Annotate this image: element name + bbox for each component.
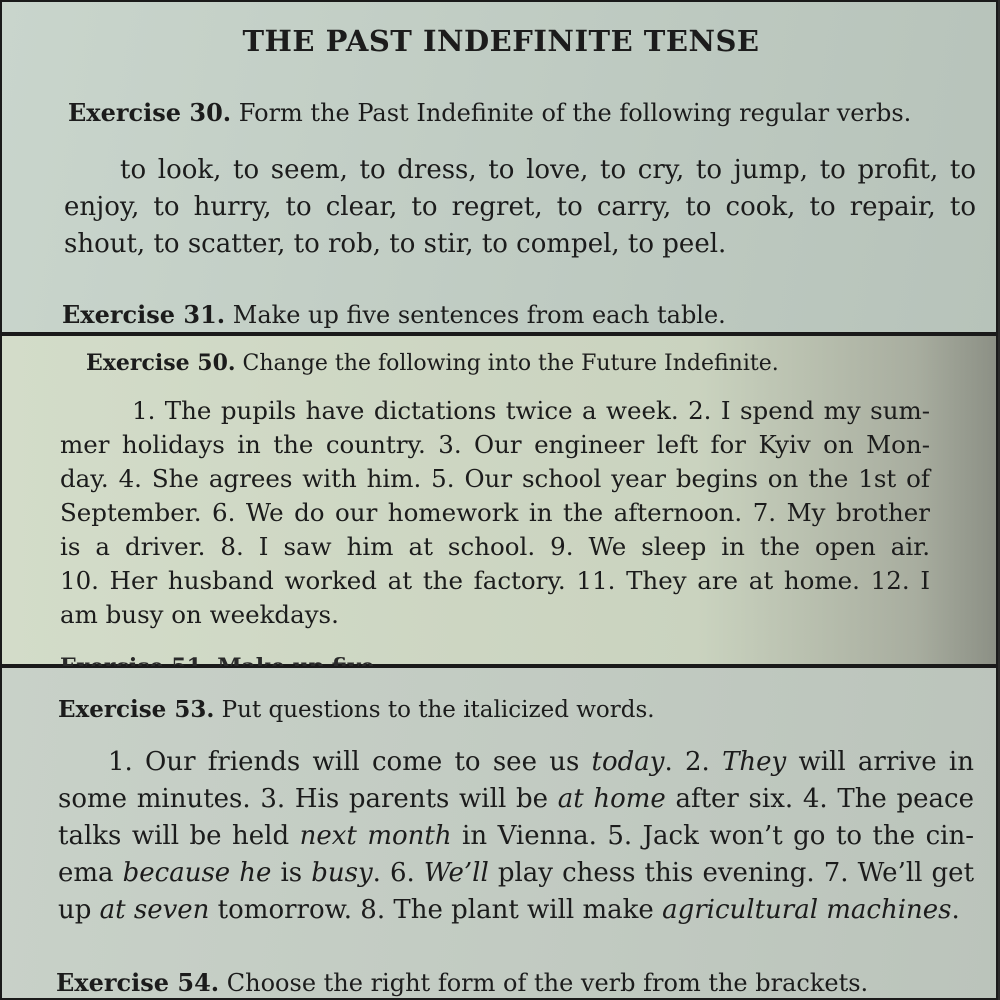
italic-word: today [591, 747, 665, 777]
text-run: tomorrow. 8. The plant will make [209, 895, 663, 925]
text-run: in Vienna. 5. Jack won’t go to the cin- [451, 821, 974, 851]
text-line: 1. The pupils have dictations twice a week. 2. I spend my sum- [132, 396, 930, 425]
exercise-53-label: Exercise 53. [58, 696, 215, 723]
text-run: will arrive in [786, 747, 974, 777]
text-run: . [951, 895, 960, 925]
text-run: ema [58, 858, 123, 888]
exercise-31-label: Exercise 31. [62, 300, 226, 329]
exercise-50-sentences [60, 394, 930, 632]
exercise-50-instruction: Change the following into the Future Indefinite. [242, 351, 779, 376]
italic-word: agricultural machines [662, 895, 952, 925]
text-run: 1. Our friends will come to see us [108, 747, 592, 777]
text-run: . 6. [372, 858, 424, 888]
exercise-54-label: Exercise 54. [56, 968, 220, 997]
italic-word: busy [311, 858, 373, 888]
exercise-30-instruction: Form the Past Indefinite of the following regular verbs. [238, 99, 912, 127]
text-line [58, 818, 974, 855]
page-title: THE PAST INDEFINITE TENSE [242, 24, 760, 58]
textbook-photo-1 [0, 0, 998, 334]
text-run: up [58, 895, 100, 925]
text-line: is a driver. 8. I saw him at school. 9. We sleep in the open air. [60, 532, 930, 561]
textbook-photo-2 [0, 334, 998, 666]
exercise-50-label: Exercise 50. [86, 350, 236, 376]
text-run: some minutes. 3. His parents will be [58, 784, 558, 814]
italic-word: at seven [99, 895, 210, 925]
text-run: play chess this evening. 7. We’ll get [488, 858, 975, 888]
exercise-31-heading [62, 300, 726, 329]
exercise-53-heading [58, 696, 655, 723]
exercise-31-instruction: Make up five sentences from each table. [232, 301, 726, 329]
italic-word: at home [557, 784, 666, 814]
text-run: talks will be held [58, 821, 300, 851]
text-line: enjoy, to hurry, to clear, to regret, to carry, to cook, to repair, to [64, 192, 976, 222]
exercise-53-instruction: Put questions to the italicized words. [221, 697, 655, 723]
text-line: mer holidays in the country. 3. Our engineer left for Kyiv on Mon- [60, 430, 930, 459]
text-line: September. 6. We do our homework in the afternoon. 7. My brother [60, 498, 930, 527]
text-run: . 2. [664, 747, 723, 777]
text-line: am busy on weekdays. [60, 600, 339, 629]
text-line [58, 855, 974, 892]
exercise-54-instruction: Choose the right form of the verb from the brackets. [226, 969, 869, 997]
exercise-30-label: Exercise 30. [68, 98, 232, 127]
exercise-30-heading [68, 98, 911, 127]
exercise-53-sentences [58, 744, 974, 929]
text-line [58, 892, 974, 929]
text-line: to look, to seem, to dress, to love, to cry, to jump, to profit, to [120, 155, 976, 185]
textbook-photo-3 [0, 666, 998, 1000]
text-run: is [271, 858, 312, 888]
italic-word: We’ll [423, 858, 489, 888]
exercise-30-verbs [64, 152, 976, 263]
text-line: day. 4. She agrees with him. 5. Our school year begins on the 1st of [60, 464, 930, 493]
exercise-50-heading [86, 350, 779, 376]
text-line: shout, to scatter, to rob, to stir, to compel, to peel. [64, 229, 727, 259]
text-line [58, 781, 974, 818]
text-run: after six. 4. The peace [665, 784, 974, 814]
text-line: 10. Her husband worked at the factory. 11. They are at home. 12. I [60, 566, 930, 595]
italic-word: next month [299, 821, 452, 851]
exercise-54-heading [56, 968, 868, 997]
italic-word: because he [122, 858, 272, 888]
text-line [58, 744, 974, 781]
italic-word: They [722, 747, 787, 777]
